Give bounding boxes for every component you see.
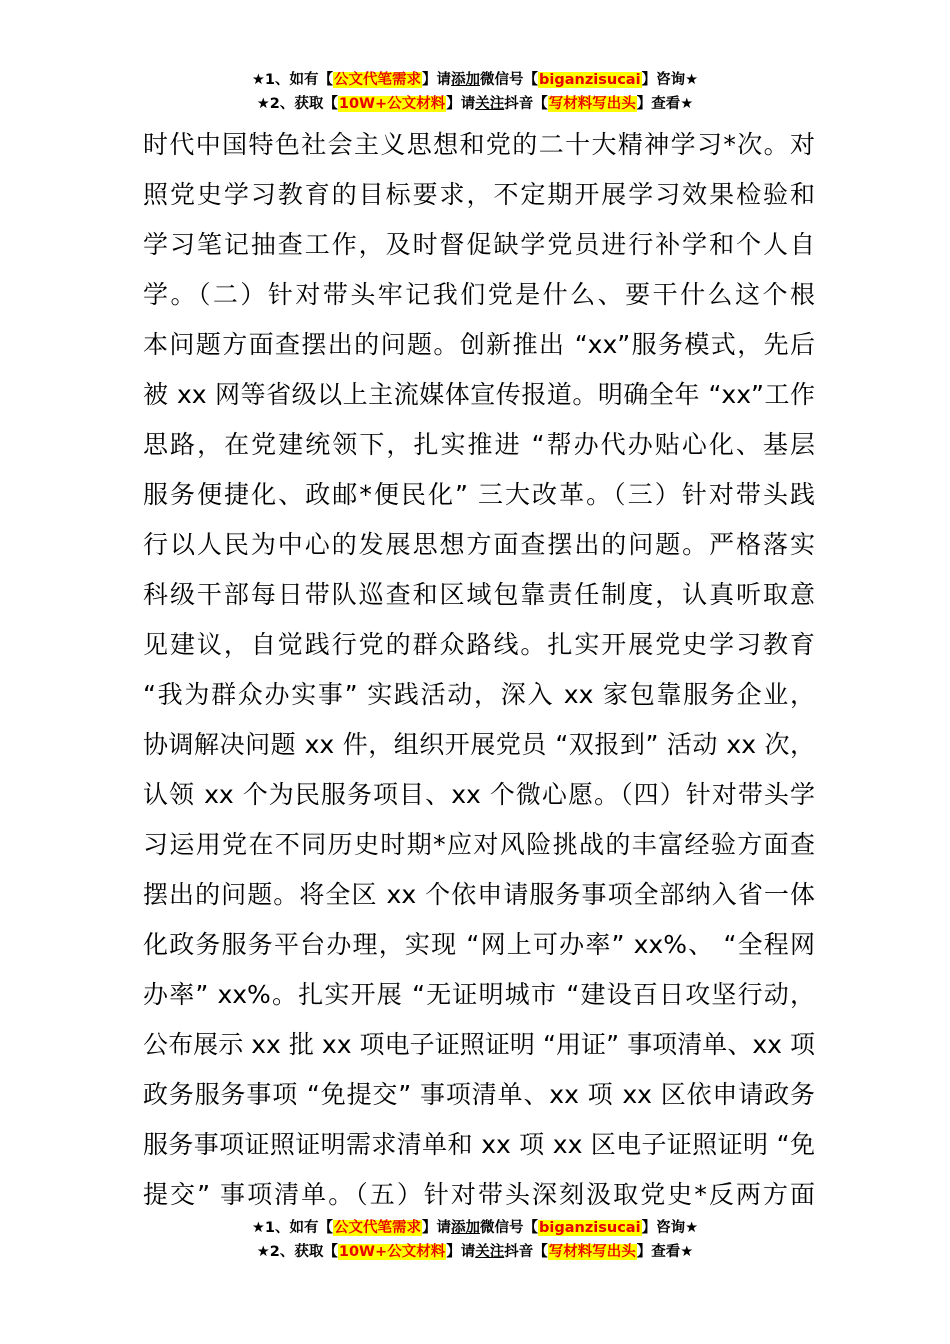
- footer-banner: [0, 1216, 950, 1264]
- body-line: 公布展示 xx 批 xx 项电子证照证明 “用证” 事项清单、xx 项: [143, 1030, 815, 1059]
- highlight-text: biganzisucai: [539, 72, 641, 88]
- banner-text: 微信号【: [480, 72, 539, 88]
- banner-text: 】查看★: [636, 1244, 694, 1260]
- highlight-text: 公文代笔需求: [334, 72, 422, 88]
- body-line: 服务便捷化、政邮*便民化” 三大改革。（三）针对带头践: [143, 480, 815, 509]
- body-line: 学。（二）针对带头牢记我们党是什么、要干什么这个根: [143, 280, 815, 309]
- body-line: 服务事项证照证明需求清单和 xx 项 xx 区电子证照证明 “免: [143, 1130, 815, 1159]
- highlight-text: 写材料写出头: [548, 96, 636, 112]
- body-line: 化政务服务平台办理，实现 “网上可办率” xx%、 “全程网: [143, 930, 815, 959]
- banner-line-1: [0, 1216, 950, 1240]
- banner-text: 】咨询★: [641, 72, 699, 88]
- body-line: 摆出的问题。将全区 xx 个依申请服务事项全部纳入省一体: [143, 880, 815, 909]
- body-line: 被 xx 网等省级以上主流媒体宣传报道。明确全年 “xx”工作: [143, 380, 815, 409]
- banner-line-1: [0, 68, 950, 92]
- underlined-text: 关注: [475, 1244, 505, 1260]
- body-line: 时代中国特色社会主义思想和党的二十大精神学习*次。对: [143, 130, 815, 159]
- banner-line-2: [0, 92, 950, 116]
- banner-text: ★1、如有【: [251, 72, 334, 88]
- banner-text: 微信号【: [480, 1220, 539, 1236]
- highlight-text: 公文代笔需求: [334, 1220, 422, 1236]
- banner-line-2: [0, 1240, 950, 1264]
- underlined-text: 关注: [475, 96, 505, 112]
- body-line: 提交” 事项清单。（五）针对带头深刻汲取党史*反两方面: [143, 1180, 815, 1209]
- banner-text: 】请: [422, 72, 452, 88]
- document-body: [143, 120, 815, 1220]
- body-line: “我为群众办实事” 实践活动，深入 xx 家包靠服务企业，: [143, 680, 815, 709]
- body-line: 思路，在党建统领下，扎实推进 “帮办代办贴心化、基层: [143, 430, 815, 459]
- banner-text: 抖音【: [504, 1244, 548, 1260]
- body-line: 学习笔记抽查工作，及时督促缺学党员进行补学和个人自: [143, 230, 815, 259]
- body-line: 认领 xx 个为民服务项目、xx 个微心愿。（四）针对带头学: [143, 780, 815, 809]
- body-line: 本问题方面查摆出的问题。创新推出 “xx”服务模式，先后: [143, 330, 815, 359]
- body-line: 见建议，自觉践行党的群众路线。扎实开展党史学习教育: [143, 630, 815, 659]
- body-line: 行以人民为中心的发展思想方面查摆出的问题。严格落实: [143, 530, 815, 559]
- body-line: 科级干部每日带队巡查和区域包靠责任制度，认真听取意: [143, 580, 815, 609]
- banner-text: 】请: [446, 96, 476, 112]
- banner-text: 】咨询★: [641, 1220, 699, 1236]
- highlight-text: 写材料写出头: [548, 1244, 636, 1260]
- banner-text: 】请: [446, 1244, 476, 1260]
- body-line: 协调解决问题 xx 件，组织开展党员 “双报到” 活动 xx 次，: [143, 730, 815, 759]
- highlight-text: biganzisucai: [539, 1220, 641, 1236]
- body-line: 办率” xx%。扎实开展 “无证明城市 “建设百日攻坚行动，: [143, 980, 815, 1009]
- banner-text: 】查看★: [636, 96, 694, 112]
- banner-text: ★2、获取【: [256, 1244, 338, 1260]
- banner-text: ★1、如有【: [251, 1220, 334, 1236]
- banner-text: 】请: [422, 1220, 452, 1236]
- underlined-text: 添加: [451, 72, 481, 88]
- banner-text: 抖音【: [504, 96, 548, 112]
- banner-text: ★2、获取【: [256, 96, 338, 112]
- body-line: 政务服务事项 “免提交” 事项清单、xx 项 xx 区依申请政务: [143, 1080, 815, 1109]
- body-line: 习运用党在不同历史时期*应对风险挑战的丰富经验方面查: [143, 830, 815, 859]
- highlight-text: 10W+公文材料: [338, 96, 446, 112]
- highlight-text: 10W+公文材料: [338, 1244, 446, 1260]
- header-banner: [0, 68, 950, 116]
- underlined-text: 添加: [451, 1220, 481, 1236]
- body-line: 照党史学习教育的目标要求，不定期开展学习效果检验和: [143, 180, 815, 209]
